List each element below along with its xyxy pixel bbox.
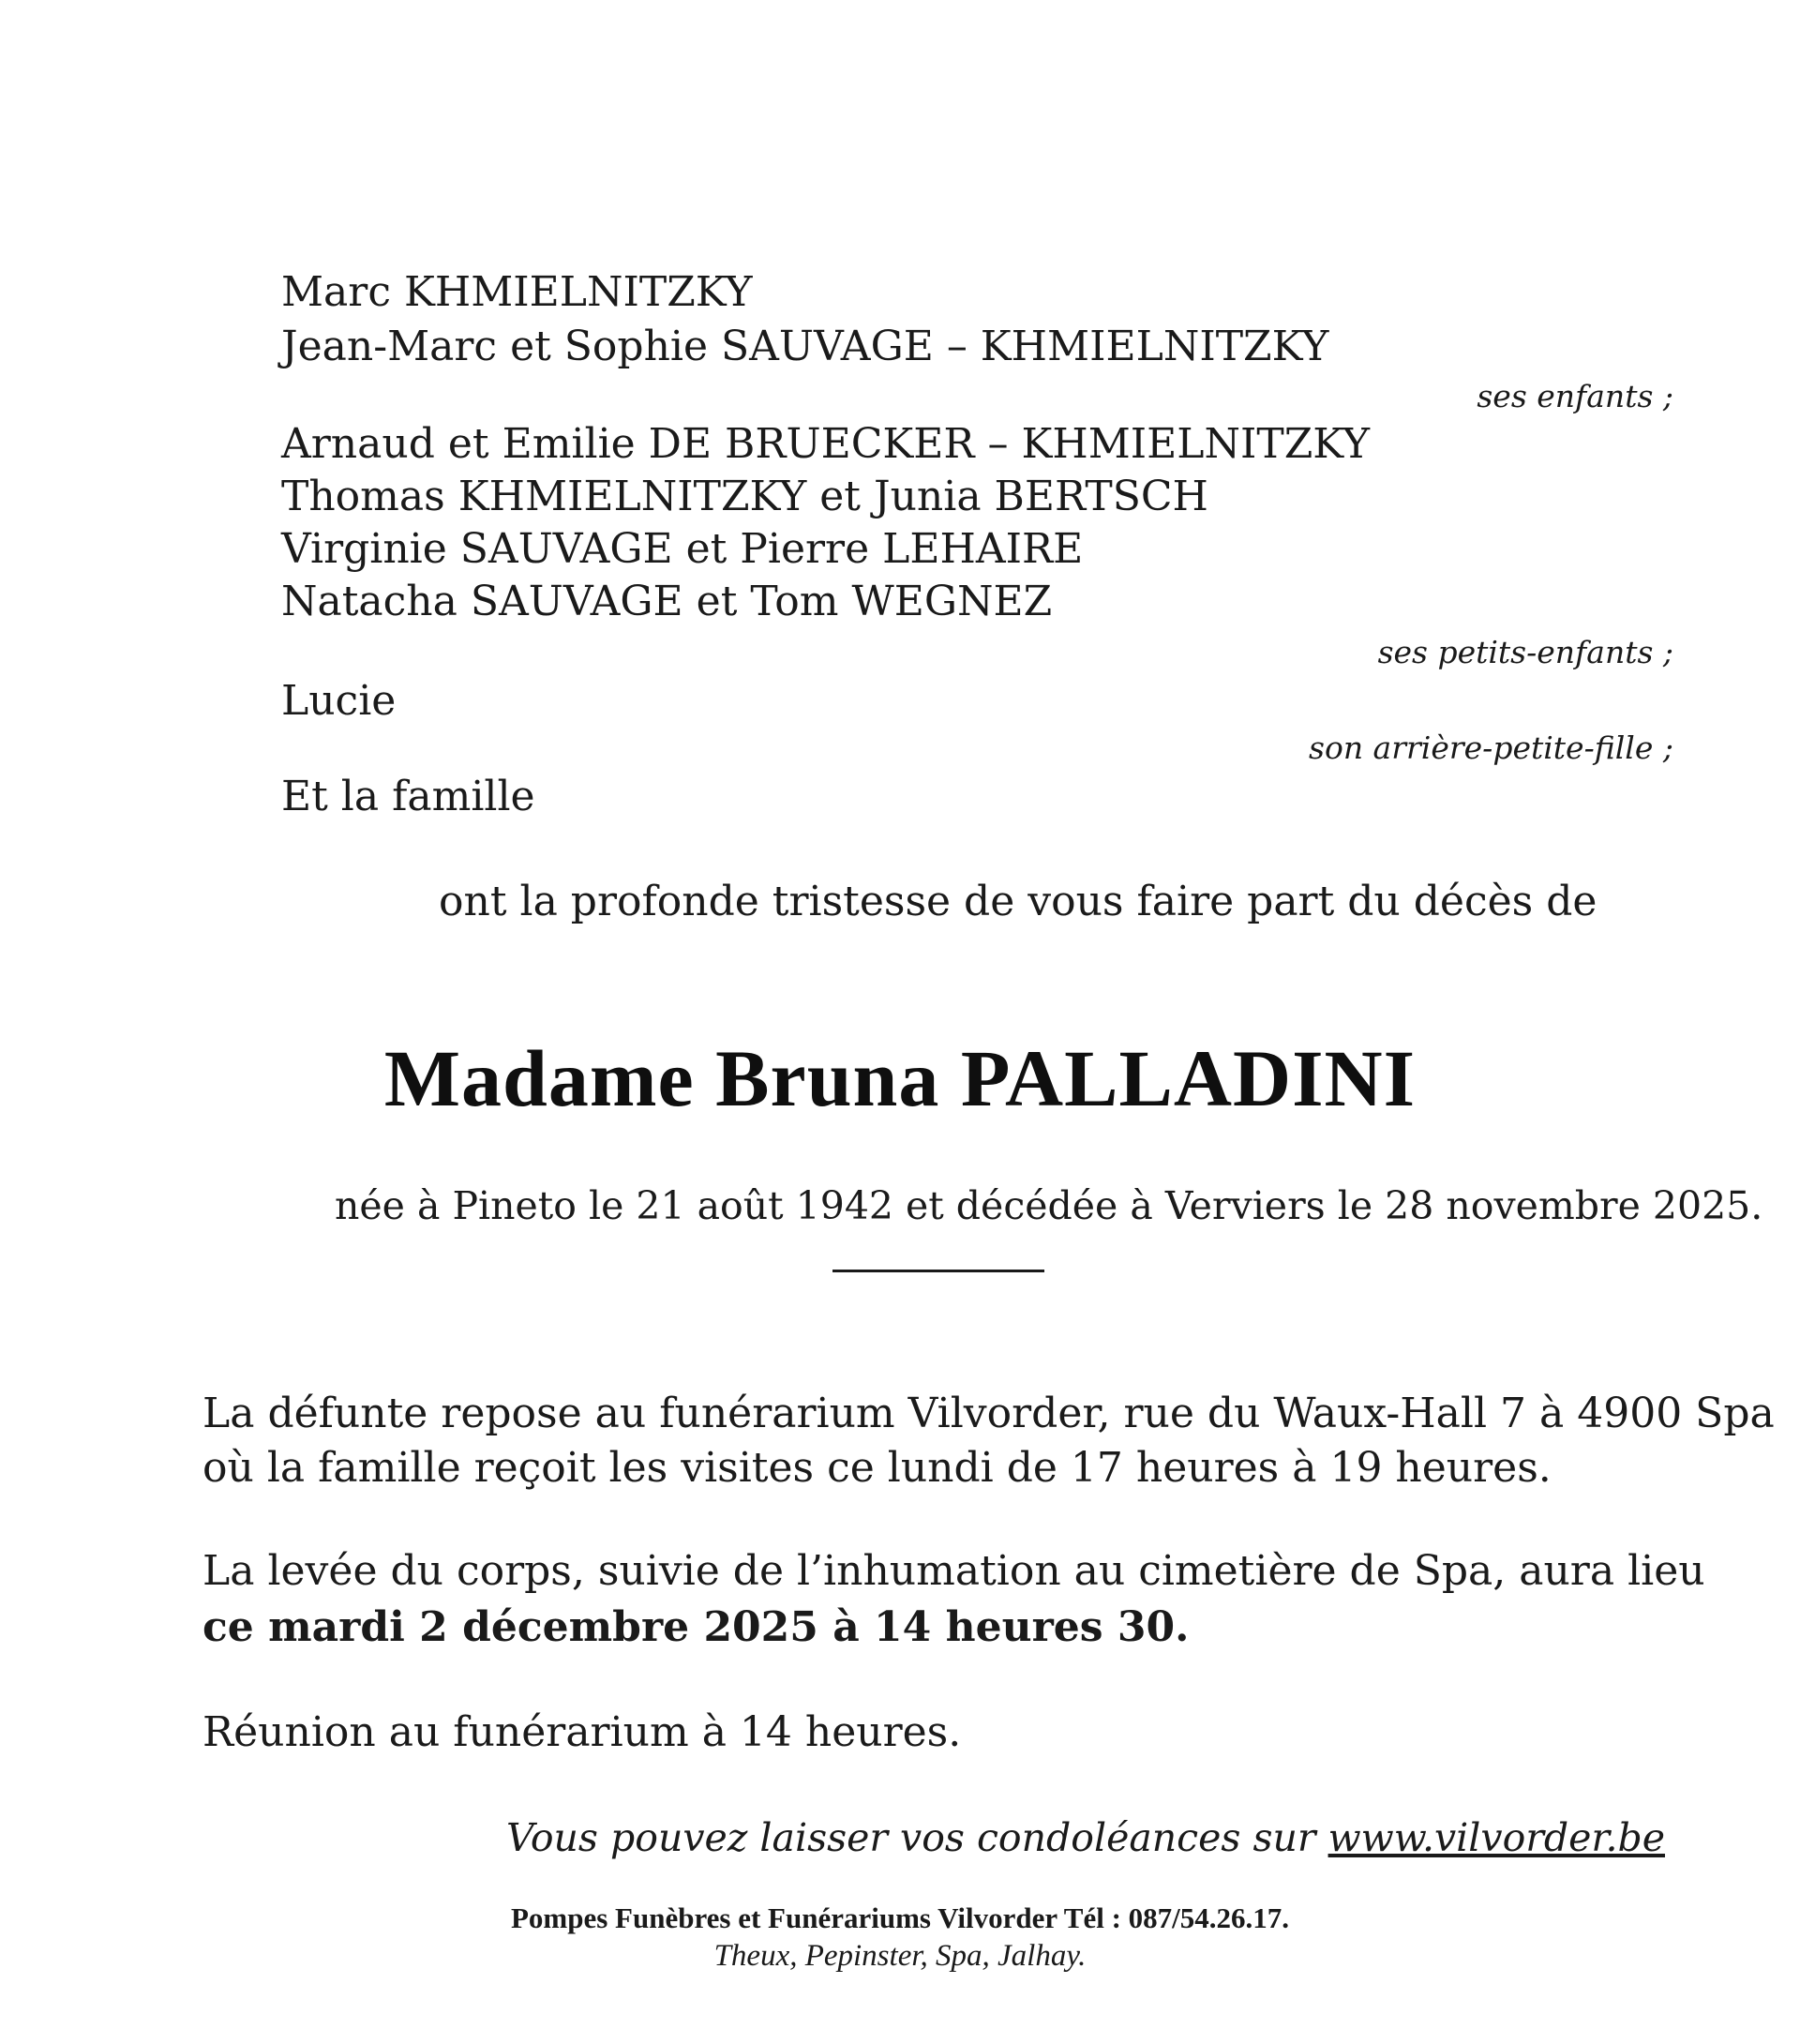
footer-locations: Theux, Pepinster, Spa, Jalhay.	[713, 1939, 1087, 1973]
condolences-line	[506, 1814, 1665, 1861]
ceremony-line-1: La levée du corps, suivie de l’inhumation au cimetière de Spa, aura lieu	[202, 1547, 1705, 1595]
meeting-info: Réunion au funérarium à 14 heures.	[202, 1708, 962, 1756]
child-name: Marc KHMIELNITZKY	[281, 268, 753, 316]
condolences-website-link[interactable]: www.vilvorder.be	[1328, 1815, 1665, 1860]
section-divider	[832, 1270, 1044, 1272]
announcement-intro: ont la profonde tristesse de vous faire part du décès de	[439, 878, 1598, 925]
great-grandchild-relation-label: son arrière-petite-fille ;	[1309, 729, 1673, 766]
ceremony-date-time: ce mardi 2 décembre 2025 à 14 heures 30.	[202, 1603, 1190, 1651]
child-name: Jean-Marc et Sophie SAUVAGE – KHMIELNITZKY	[281, 323, 1329, 370]
grandchild-name: Virginie SAUVAGE et Pierre LEHAIRE	[281, 525, 1084, 573]
grandchild-name: Arnaud et Emilie DE BRUECKER – KHMIELNITZKY	[281, 420, 1371, 468]
visitation-line-2: où la famille reçoit les visites ce lundi de 17 heures à 19 heures.	[202, 1444, 1552, 1492]
extended-family-line: Et la famille	[281, 773, 535, 820]
visitation-line-1: La défunte repose au funérarium Vilvorder, rue du Waux-Hall 7 à 4900 Spa	[202, 1390, 1775, 1437]
birth-death-dates: née à Pineto le 21 août 1942 et décédée à Verviers le 28 novembre 2025.	[335, 1183, 1763, 1228]
great-grandchild-name: Lucie	[281, 677, 397, 725]
children-relation-label: ses enfants ;	[1477, 378, 1673, 414]
grandchildren-relation-label: ses petits-enfants ;	[1377, 634, 1673, 670]
footer-company-info: Pompes Funèbres et Funérariums Vilvorder Tél : 087/54.26.17.	[510, 1901, 1290, 1934]
deceased-name: Madame Bruna PALLADINI	[383, 1033, 1417, 1123]
condolences-text: Vous pouvez laisser vos condoléances sur	[506, 1815, 1328, 1860]
grandchild-name: Natacha SAUVAGE et Tom WEGNEZ	[281, 578, 1053, 625]
grandchild-name: Thomas KHMIELNITZKY et Junia BERTSCH	[281, 473, 1208, 520]
